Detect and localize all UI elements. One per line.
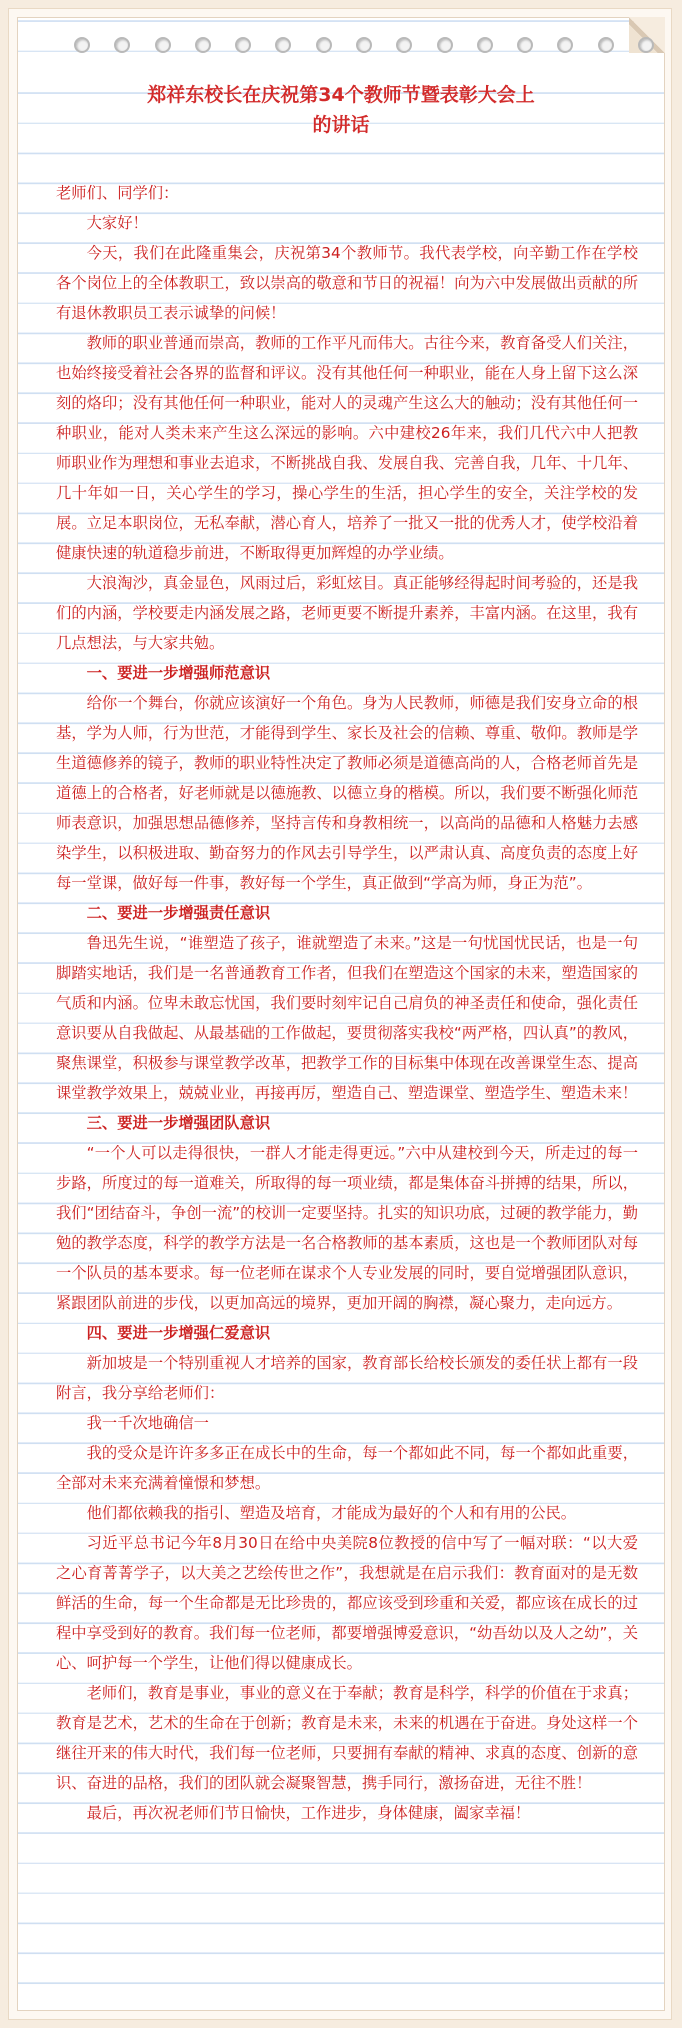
paragraph-conclusion: 老师们，教育是事业，事业的意义在于奉献；教育是科学，科学的价值在于求真；教育是艺术，艺术的生命在于创新；教育是未来，未来的机遇在于奋进。身处这样一个继往开来的伟大时代，我们每一位老师，只要拥有奉献的精神、求真的态度、创新的意识、奋进的品格，我们的团队就会凝聚智慧，携手同行，激扬奋进，无往不胜！ <box>56 1684 638 1792</box>
binder-ring-icon <box>477 37 493 53</box>
binder-ring-icon <box>598 37 614 53</box>
paragraph-section-1: 给你一个舞台，你就应该演好一个角色。身为人民教师，师德是我们安身立命的根基，学为人师，行为世范，才能得到学生、家长及社会的信赖、尊重、敬仰。教师是学生道德修养的镜子，教师的职业特性决定了教师必须是道德高尚的人，合格老师首先是道德上的合格者，好老师就是以德施教、以德立身的楷模。所以，我们要不断强化师范师表意识，加强思想品德修养，坚持言传和身教相统一，以高尚的品德和人格魅力去感染学生，以积极进取、勤奋努力的作风去引导学生，以严肃认真、高度负责的态度上好每一堂课，做好每一件事，教好每一个学生，真正做到“学高为师，身正为范”。 <box>56 694 638 892</box>
binder-ring-icon <box>155 37 171 53</box>
binder-ring-icon <box>316 37 332 53</box>
binder-ring-icon <box>74 37 90 53</box>
paragraph-opening: 今天，我们在此隆重集会，庆祝第34个教师节。我代表学校，向辛勤工作在学校各个岗位上的全体教职工，致以崇高的敬意和节日的祝福！向为六中发展做出贡献的所有退休教职员工表示诚挚的问候！ <box>56 244 638 322</box>
binder-ring-icon <box>517 37 533 53</box>
paragraph-section-3: “一个人可以走得很快，一群人才能走得更远。”六中从建校到今天，所走过的每一步路，所度过的每一道难关，所取得的每一项业绩，都是集体奋斗拼搏的结果，所以，我们“团结奋斗，争创一流”的校训一定要坚持。扎实的知识功底，过硬的教学能力，勤勉的教学态度，科学的教学方法是一名合格教师的基本素质，这也是一个教师团队对每一个队员的基本要求。每一位老师在谋求个人专业发展的同时，要自觉增强团队意识，紧跟团队前进的步伐，以更加高远的境界，更加开阔的胸襟，凝心聚力，走向远方。 <box>56 1144 638 1312</box>
binder-rings <box>74 32 654 58</box>
page-frame <box>8 8 672 2020</box>
quote-line-2: 我的受众是许许多多正在成长中的生命，每一个都如此不同，每一个都如此重要，全部对未来充满着憧憬和梦想。 <box>56 1444 638 1492</box>
binder-ring-icon <box>356 37 372 53</box>
binder-ring-icon <box>396 37 412 53</box>
binder-ring-icon <box>235 37 251 53</box>
quote-line-3: 他们都依赖我的指引、塑造及培育，才能成为最好的个人和有用的公民。 <box>86 1504 577 1522</box>
speech-body <box>56 178 638 1828</box>
paragraph-section-2: 鲁迅先生说，“谁塑造了孩子，谁就塑造了未来。”这是一句忧国忧民话，也是一句脚踏实地话，我们是一名普通教育工作者，但我们在塑造这个国家的未来，塑造国家的气质和内涵。位卑未敢忘忧国，我们要时刻牢记自己肩负的神圣责任和使命，强化责任意识要从自我做起、从最基础的工作做起，要贯彻落实我校“两严格，四认真”的教风，聚焦课堂，积极参与课堂教学改革，把教学工作的目标集中体现在改善课堂生态、提高课堂教学效果上，兢兢业业，再接再厉，塑造自己、塑造课堂、塑造学生、塑造未来！ <box>56 934 638 1102</box>
binder-ring-icon <box>275 37 291 53</box>
binder-ring-icon <box>195 37 211 53</box>
section-heading-3: 三、要进一步增强团队意识 <box>86 1114 271 1132</box>
section-heading-2: 二、要进一步增强责任意识 <box>86 904 271 922</box>
speech-title <box>58 80 624 140</box>
paragraph-profession: 教师的职业普通而崇高，教师的工作平凡而伟大。古往今来，教育备受人们关注，也始终接受着社会各界的监督和评议。没有其他任何一种职业，能在人身上留下这么深刻的烙印；没有其他任何一种职业，能对人的灵魂产生这么大的触动；没有其他任何一种职业，能对人类未来产生这么深远的影响。六中建校26年来，我们几代六中人把教师职业作为理想和事业去追求，不断挑战自我、发展自我、完善自我，几年、十几年、几十年如一日，关心学生的学习，操心学生的生活，担心学生的安全，关注学校的发展。立足本职岗位，无私奉献，潜心育人，培养了一批又一批的优秀人才，使学校沿着健康快速的轨道稳步前进，不断取得更加辉煌的办学业绩。 <box>56 334 638 562</box>
section-heading-4: 四、要进一步增强仁爱意识 <box>86 1324 271 1342</box>
title-line-2: 的讲话 <box>312 114 370 136</box>
binder-ring-icon <box>437 37 453 53</box>
salutation: 老师们、同学们： <box>56 184 179 202</box>
section-heading-1: 一、要进一步增强师范意识 <box>86 664 271 682</box>
greeting: 大家好！ <box>86 214 148 232</box>
paragraph-xi-quote: 习近平总书记今年8月30日在给中央美院8位教授的信中写了一幅对联：“以大爱之心育菁菁学子，以大美之艺绘传世之作”，我想就是在启示我们：教育面对的是无数鲜活的生命，每一个生命都是无比珍贵的，都应该受到珍重和关爱，都应该在成长的过程中享受到好的教育。我们每一位老师，都要增强博爱意识，“幼吾幼以及人之幼”，关心、呵护每一个学生，让他们得以健康成长。 <box>56 1534 638 1672</box>
notebook-paper <box>17 17 665 2011</box>
paragraph-section-4: 新加坡是一个特别重视人才培养的国家，教育部长给校长颁发的委任状上都有一段附言，我分享给老师们： <box>56 1354 638 1402</box>
quote-line-1: 我一千次地确信一 <box>86 1414 209 1432</box>
paragraph-closing-wishes: 最后，再次祝老师们节日愉快，工作进步，身体健康，阖家幸福！ <box>86 1804 531 1822</box>
title-line-1: 郑祥东校长在庆祝第34个教师节暨表彰大会上 <box>147 84 535 106</box>
binder-ring-icon <box>114 37 130 53</box>
paragraph-intro-points: 大浪淘沙，真金显色，风雨过后，彩虹炫目。真正能够经得起时间考验的，还是我们的内涵，学校要走内涵发展之路，老师更要不断提升素养，丰富内涵。在这里，我有几点想法，与大家共勉。 <box>56 574 638 652</box>
binder-ring-icon <box>557 37 573 53</box>
binder-ring-icon <box>638 37 654 53</box>
